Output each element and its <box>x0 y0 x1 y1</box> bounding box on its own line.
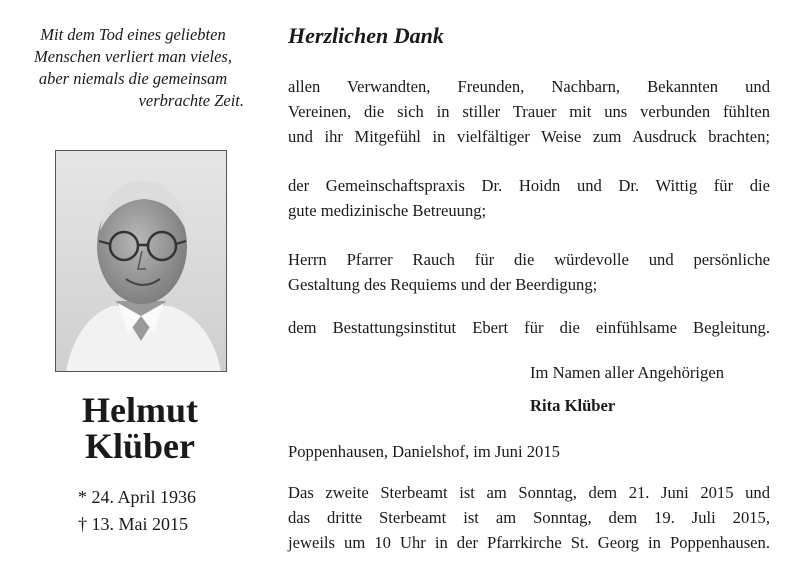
signer-name: Rita Klüber <box>530 396 616 415</box>
thanks-paragraph-funeral-home <box>288 315 770 340</box>
first-name: Helmut <box>82 390 198 430</box>
left-column <box>0 0 264 575</box>
closing-line: Im Namen aller Angehörigen <box>530 363 724 382</box>
thanks-paragraph-relatives <box>288 74 770 149</box>
paragraph-line: der Gemeinschaftspraxis Dr. Hoidn und Dr. Wittig für die <box>288 176 770 195</box>
last-name: Klüber <box>84 426 195 466</box>
quote-line: aber niemals die gemeinsam <box>38 69 228 88</box>
quote-line: Mit dem Tod eines geliebten <box>40 25 226 44</box>
life-dates <box>78 484 196 538</box>
paragraph-line: Herrn Pfarrer Rauch für die würdevolle und persönliche <box>288 250 770 269</box>
paragraph-line: jeweils um 10 Uhr in der Pfarrkirche St. Georg in Poppenhausen. <box>288 533 770 552</box>
place-date: Poppenhausen, Danielshof, im Juni 2015 <box>288 442 560 461</box>
paragraph-line: dem Bestattungsinstitut Ebert für die einfühlsame Begleitung. <box>288 318 770 337</box>
thanks-paragraph-doctors <box>288 173 770 223</box>
heading-thanks: Herzlichen Dank <box>288 23 444 48</box>
paragraph-line: Das zweite Sterbeamt ist am Sonntag, dem 21. Juni 2015 und <box>288 483 770 502</box>
requiem-notice <box>288 480 770 555</box>
quote-line: verbrachte Zeit. <box>138 91 244 110</box>
quote-line: Menschen verliert man vieles, <box>34 47 232 66</box>
portrait-photo <box>55 150 227 372</box>
paragraph-line: und ihr Mitgefühl in vielfältiger Weise zum Ausdruck brachten; <box>288 127 770 146</box>
paragraph-line: gute medizinische Betreuung; <box>288 201 487 220</box>
paragraph-line: allen Verwandten, Freunden, Nachbarn, Bekannten und <box>288 77 770 96</box>
thanks-paragraph-pastor <box>288 247 770 297</box>
paragraph-line: das dritte Sterbeamt ist am Sonntag, dem 19. Juli 2015, <box>288 508 770 527</box>
paragraph-line: Gestaltung des Requiems und der Beerdigung; <box>288 275 598 294</box>
deceased-name <box>20 392 260 464</box>
memorial-quote <box>20 24 246 112</box>
paragraph-line: Vereinen, die sich in stiller Trauer mit uns verbunden fühlten <box>288 102 770 121</box>
death-date: † 13. Mai 2015 <box>78 514 188 534</box>
birth-date: * 24. April 1936 <box>78 487 197 507</box>
